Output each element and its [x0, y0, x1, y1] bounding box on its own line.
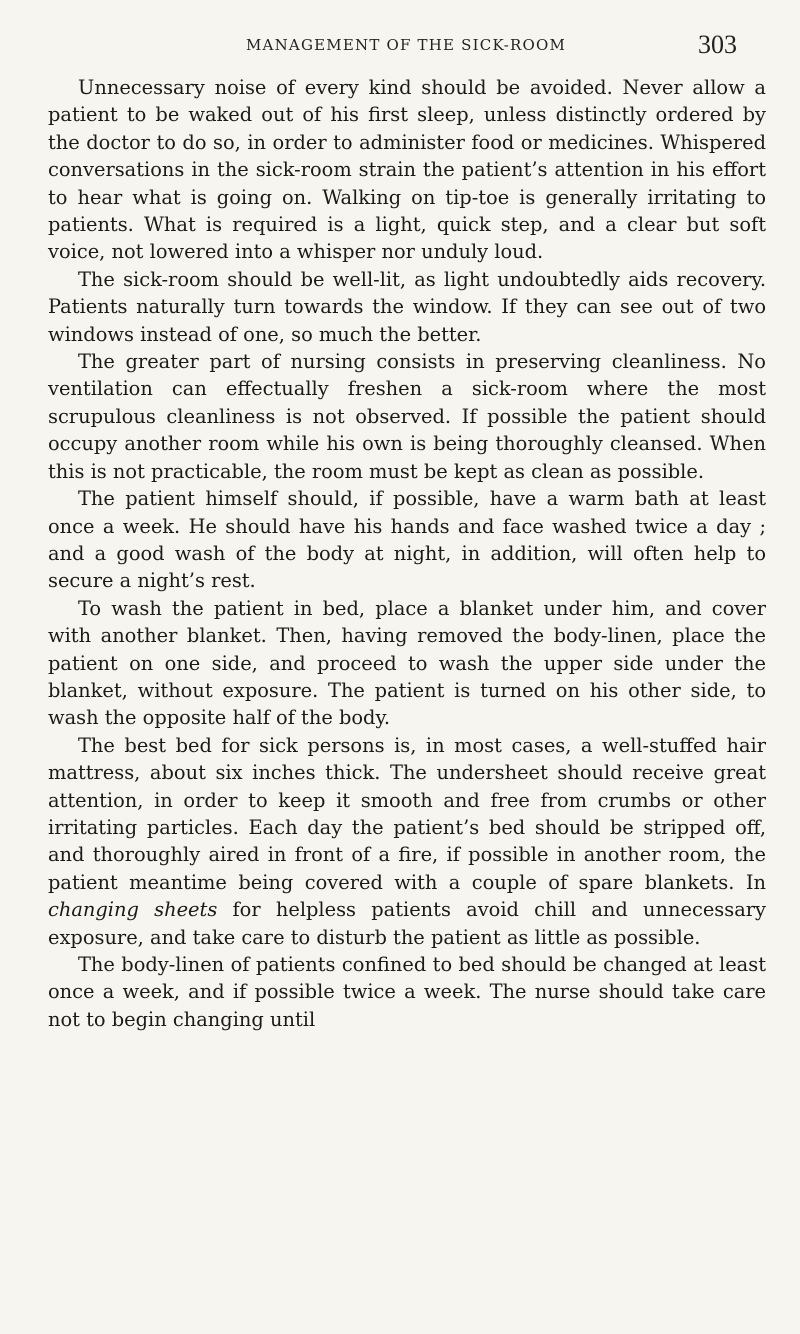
- italic-phrase: changing sheets: [48, 898, 218, 922]
- paragraph-body-linen: The body-linen of patients confined to bed should be changed at least once a week, and if possible twice a week. The nurse should take care not to begin changing until: [48, 953, 766, 1031]
- running-head: [0, 30, 800, 58]
- paragraph-bed: [48, 732, 766, 951]
- paragraph-bed-text-start: The best bed for sick persons is, in most cases, a well-stuffed hair mattress, about six inches thick. The undersheet should receive great attention, in order to keep it smooth and free from crumbs or other irritating particles. Each day the patient’s bed should be stripped off, and thoroughly aired in front of a fire, if possible in another room, the patient meantime being covered with a couple of spare blankets. In: [48, 733, 766, 894]
- page-number: 303: [698, 30, 737, 59]
- paragraph-light: The sick-room should be well-lit, as light undoubtedly aids recovery. Patients naturally turn towards the window. If they can see out of two windows instead of one, so much the better.: [48, 267, 766, 346]
- paragraph-bed-text-end: for helpless patients avoid chill and unnecessary exposure, and take care to disturb the patient as little as possible.: [48, 898, 766, 949]
- running-title: MANAGEMENT OF THE SICK-ROOM: [246, 36, 567, 54]
- paragraph-cleanliness: The greater part of nursing consists in preserving cleanliness. No ventilation can effectually freshen a sick-room where the most scrupulous cleanliness is not observed. If possible the patient should occupy another room while his own is being thoroughly cleansed. When this is not practicable, the room must be kept as clean as possible.: [48, 350, 766, 483]
- body-text: [48, 74, 766, 1033]
- paragraph-bath: The patient himself should, if possible, have a warm bath at least once a week. He should have his hands and face washed twice a day ; and a good wash of the body at night, in addition, will often help to secure a night’s rest.: [48, 487, 766, 593]
- paragraph-noise: Unnecessary noise of every kind should be avoided. Never allow a patient to be waked out of his first sleep, unless distinctly ordered by the doctor to do so, in order to administer food or medicines. Whispered conversations in the sick-room strain the patient’s attention in his effort to hear what is going on. Walking on tip-toe is generally irritating to patients. What is required is a light, quick step, and a clear but soft voice, not lowered into a whisper nor unduly loud.: [48, 76, 766, 264]
- paragraph-washing-in-bed: To wash the patient in bed, place a blanket under him, and cover with another blanket. Then, having removed the body-linen, place the patient on one side, and proceed to wash the upper side under the blanket, without exposure. The patient is turned on his other side, to wash the opposite half of the body.: [48, 596, 766, 730]
